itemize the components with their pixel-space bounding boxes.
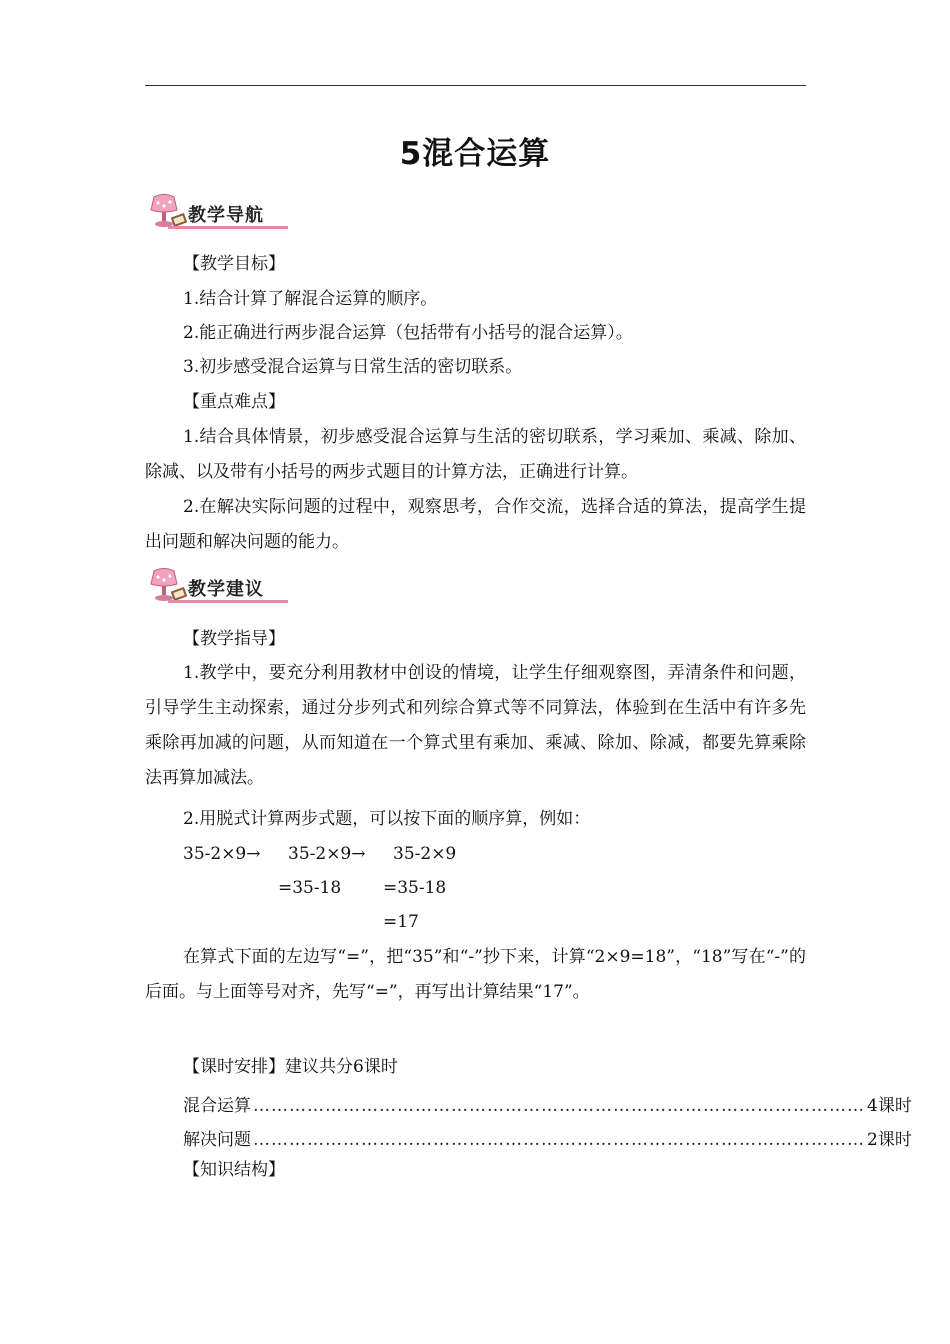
schedule-heading: 【课时安排】 [183, 1057, 285, 1077]
goal-item: 3.初步感受混合运算与日常生活的密切联系。 [183, 357, 523, 377]
schedule-row-hours: 4课时 [867, 1096, 912, 1116]
guidance-paragraph: 1.教学中，要充分利用教材中创设的情境，让学生仔细观察图，弄清条件和问题，引导学生主动探索，通过分步列式和列综合算式等不同算法，体验到在生活中有许多先乘除再加减的问题，从而知道在一个算式里有乘加、乘减、除加、除减，都要先算乘除法再算加减法。 [145, 663, 806, 788]
schedule-row [183, 1091, 912, 1116]
teaching-advice-banner [144, 567, 289, 607]
header-rule [145, 85, 806, 86]
goal-item: 1.结合计算了解混合运算的顺序。 [183, 289, 438, 309]
schedule-row-name: 混合运算 [183, 1096, 251, 1116]
calc-step: 35-2×9→ [183, 844, 261, 864]
key-points-paragraph: 2.在解决实际问题的过程中，观察思考，合作交流，选择合适的算法，提高学生提出问题和解决问题的能力。 [145, 497, 806, 552]
leader-dots: ………………………………………………………………………………………… [253, 1096, 865, 1116]
banner-underline [168, 226, 288, 229]
guidance-paragraph: 在算式下面的左边写“=”，把“35”和“-”抄下来，计算“2×9=18”，“18”写在“-”的后面。与上面等号对齐，先写“=”，再写出计算结果“17”。 [145, 947, 806, 1002]
calc-step: 35-2×9→ [288, 844, 366, 864]
calc-step: 35-2×9 [393, 844, 457, 864]
structure-heading: 【知识结构】 [183, 1160, 285, 1180]
page-title: 5混合运算 [399, 136, 551, 172]
key-points-heading: 【重点难点】 [183, 392, 285, 412]
banner-underline [168, 600, 288, 603]
schedule-line [183, 1056, 398, 1078]
calc-step: =17 [383, 912, 419, 932]
goals-heading: 【教学目标】 [183, 254, 285, 274]
key-points-paragraph: 1.结合具体情景，初步感受混合运算与生活的密切联系，学习乘加、乘减、除加、除减、以及带有小括号的两步式题目的计算方法，正确进行计算。 [145, 427, 806, 482]
teaching-nav-banner [144, 193, 289, 233]
schedule-row-name: 解决问题 [183, 1130, 251, 1150]
guidance-heading: 【教学指导】 [183, 629, 285, 649]
calc-step: =35-18 [383, 878, 447, 898]
schedule-row-hours: 2课时 [867, 1130, 912, 1150]
guidance-paragraph: 2.用脱式计算两步式题，可以按下面的顺序算，例如： [183, 809, 591, 829]
calc-step: =35-18 [278, 878, 342, 898]
banner-label: 教学建议 [188, 579, 264, 600]
leader-dots: ………………………………………………………………………………………… [253, 1130, 865, 1150]
schedule-row [183, 1125, 912, 1150]
banner-label: 教学导航 [188, 205, 264, 226]
schedule-summary: 建议共分6课时 [285, 1057, 398, 1077]
goal-item: 2.能正确进行两步混合运算（包括带有小括号的混合运算）。 [183, 323, 633, 343]
